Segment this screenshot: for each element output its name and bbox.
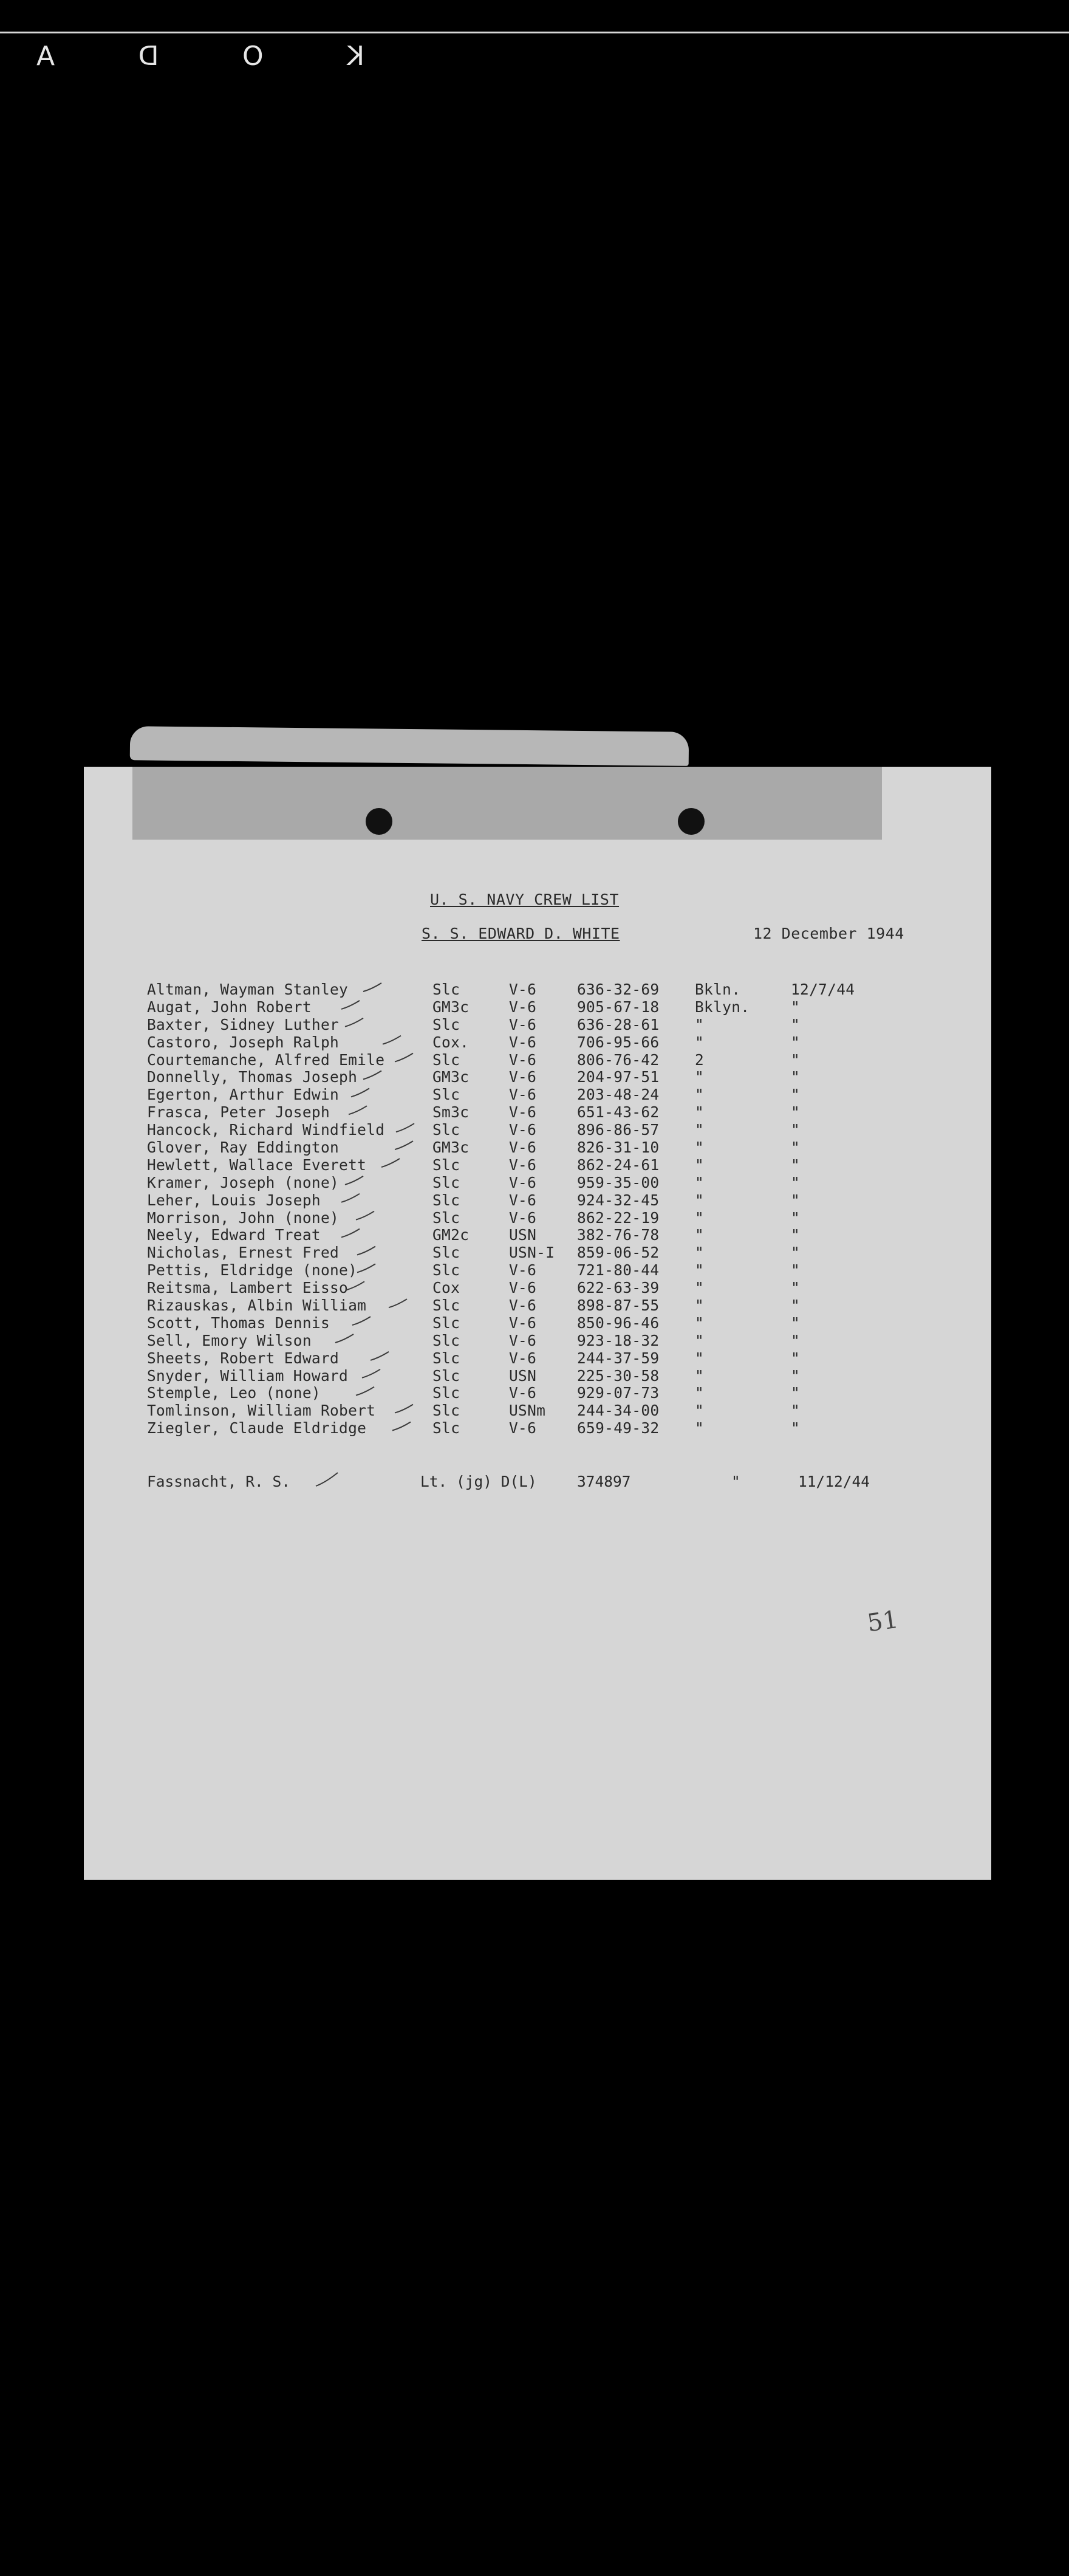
crew-rate: Slc: [432, 1050, 460, 1069]
crew-class: V-6: [509, 1103, 537, 1122]
crew-name: Reitsma, Lambert Eisso: [147, 1279, 349, 1297]
check-mark: [395, 1405, 413, 1413]
crew-date: ": [791, 1402, 801, 1420]
check-mark: [341, 1194, 360, 1202]
crew-class: V-6: [509, 1419, 537, 1437]
crew-port: ": [695, 1384, 705, 1402]
crew-name: Ziegler, Claude Eldridge: [147, 1419, 367, 1437]
crew-number: 382-76-78: [577, 1226, 660, 1244]
crew-rate: Slc: [432, 1173, 460, 1191]
crew-name: Altman, Wayman Stanley: [147, 981, 349, 998]
crew-date: ": [791, 1015, 801, 1033]
check-mark: [395, 1053, 413, 1062]
crew-rate: Slc: [432, 1156, 460, 1174]
crew-number: 924-32-45: [577, 1191, 660, 1209]
crew-port: ": [695, 1226, 705, 1244]
ship-name: S. S. EDWARD D. WHITE: [422, 925, 620, 942]
film-edge-letter: D: [138, 40, 159, 72]
crew-date: ": [791, 1314, 801, 1332]
crew-date: ": [791, 1033, 801, 1051]
check-mark: [396, 1123, 414, 1132]
crew-number: 636-28-61: [577, 1015, 660, 1033]
document-date: 12 December 1944: [753, 925, 904, 942]
crew-name: Pettis, Eldridge (none): [147, 1261, 358, 1279]
crew-number: 959-35-00: [577, 1173, 660, 1191]
crew-rate: Slc: [432, 1349, 460, 1367]
crew-port: ": [695, 1086, 705, 1104]
crew-class: USN: [509, 1226, 537, 1244]
crew-number: 622-63-39: [577, 1279, 660, 1297]
crew-name: Neely, Edward Treat: [147, 1226, 321, 1244]
crew-class: USNm: [509, 1402, 546, 1420]
crew-port: ": [695, 1331, 705, 1349]
crew-name: Nicholas, Ernest Fred: [147, 1244, 340, 1262]
officer-name: Fassnacht, R. S.: [147, 1473, 291, 1490]
crew-class: V-6: [509, 998, 537, 1016]
check-mark: [341, 1001, 360, 1009]
crew-name: Hancock, Richard Windfield: [147, 1121, 385, 1139]
document-title: U. S. NAVY CREW LIST: [430, 891, 620, 908]
crew-number: 203-48-24: [577, 1086, 660, 1104]
check-mark: [345, 1018, 363, 1027]
crew-port: ": [695, 1068, 705, 1086]
crew-number: 706-95-66: [577, 1033, 660, 1051]
crew-date: ": [791, 1086, 801, 1104]
crew-class: V-6: [509, 1121, 537, 1139]
crew-date: ": [791, 1050, 801, 1069]
crew-date: ": [791, 1349, 801, 1367]
check-mark: [357, 1264, 375, 1272]
crew-rate: GM3c: [432, 1139, 470, 1157]
crew-rate: Slc: [432, 1297, 460, 1315]
crew-number: 721-80-44: [577, 1261, 660, 1279]
officer-rank: Lt. (jg) D(L): [420, 1473, 537, 1490]
crew-rate: Cox.: [432, 1033, 470, 1051]
crew-date: ": [791, 1121, 801, 1139]
film-edge-letter: O: [242, 40, 264, 72]
crew-date: ": [791, 1279, 801, 1297]
crew-port: ": [695, 1419, 705, 1437]
crew-rate: Sm3c: [432, 1103, 470, 1122]
crew-date: ": [791, 1068, 801, 1086]
crew-number: 905-67-18: [577, 998, 660, 1016]
crew-port: ": [695, 1121, 705, 1139]
crew-name: Snyder, William Howard: [147, 1366, 349, 1385]
crew-date: ": [791, 1297, 801, 1315]
crew-class: V-6: [509, 1384, 537, 1402]
officer-number: 374897: [577, 1473, 631, 1490]
crew-number: 659-49-32: [577, 1419, 660, 1437]
crew-date: ": [791, 1244, 801, 1262]
crew-port: ": [695, 1015, 705, 1033]
crew-rate: Slc: [432, 1086, 460, 1104]
crew-name: Morrison, John (none): [147, 1208, 340, 1227]
crew-number: 898-87-55: [577, 1297, 660, 1315]
crew-port: ": [695, 1366, 705, 1385]
crew-port: ": [695, 1191, 705, 1209]
crew-date: ": [791, 1226, 801, 1244]
crew-class: V-6: [509, 1314, 537, 1332]
crew-name: Donnelly, Thomas Joseph: [147, 1068, 358, 1086]
check-mark: [395, 1141, 413, 1149]
crew-port: ": [695, 1279, 705, 1297]
crew-date: ": [791, 1191, 801, 1209]
crew-class: USN: [509, 1366, 537, 1385]
crew-port: ": [695, 1261, 705, 1279]
crew-port: ": [695, 1349, 705, 1367]
crew-port: ": [695, 1139, 705, 1157]
crew-date: ": [791, 1366, 801, 1385]
check-mark: [392, 1422, 411, 1431]
crew-number: 651-43-62: [577, 1103, 660, 1122]
crew-number: 862-24-61: [577, 1156, 660, 1174]
crew-rate: GM3c: [432, 1068, 470, 1086]
crew-date: ": [791, 1208, 801, 1227]
crew-class: V-6: [509, 1139, 537, 1157]
crew-date: ": [791, 1384, 801, 1402]
crew-name: Sell, Emory Wilson: [147, 1331, 312, 1349]
check-mark: [349, 1106, 367, 1114]
crew-number: 826-31-10: [577, 1139, 660, 1157]
film-edge-letter: K: [347, 40, 364, 72]
crew-class: V-6: [509, 1331, 537, 1349]
crew-port: ": [695, 1314, 705, 1332]
crew-port: ": [695, 1103, 705, 1122]
crew-name: Courtemanche, Alfred Emile: [147, 1050, 385, 1069]
crew-rate: Slc: [432, 1366, 460, 1385]
crew-rate: Slc: [432, 1419, 460, 1437]
crew-date: ": [791, 1419, 801, 1437]
crew-rate: Slc: [432, 981, 460, 998]
crew-rate: Slc: [432, 1331, 460, 1349]
crew-port: ": [695, 1402, 705, 1420]
crew-port: ": [695, 1244, 705, 1262]
crew-port: 2: [695, 1050, 705, 1069]
crew-number: 636-32-69: [577, 981, 660, 998]
crew-class: V-6: [509, 1279, 537, 1297]
crew-name: Hewlett, Wallace Everett: [147, 1156, 367, 1174]
crew-class: V-6: [509, 1015, 537, 1033]
crew-rate: Cox: [432, 1279, 460, 1297]
crew-name: Stemple, Leo (none): [147, 1384, 321, 1402]
crew-name: Scott, Thomas Dennis: [147, 1314, 330, 1332]
crew-class: V-6: [509, 1156, 537, 1174]
crew-class: V-6: [509, 981, 537, 998]
crew-name: Augat, John Robert: [147, 998, 312, 1016]
crew-date: ": [791, 1156, 801, 1174]
crew-class: V-6: [509, 1297, 537, 1315]
crew-number: 225-30-58: [577, 1366, 660, 1385]
check-mark: [389, 1299, 407, 1307]
crew-name: Frasca, Peter Joseph: [147, 1103, 330, 1122]
crew-class: V-6: [509, 1033, 537, 1051]
crew-number: 850-96-46: [577, 1314, 660, 1332]
crew-number: 204-97-51: [577, 1068, 660, 1086]
crew-name: Baxter, Sidney Luther: [147, 1015, 340, 1033]
crew-date: ": [791, 1103, 801, 1122]
crew-number: 929-07-73: [577, 1384, 660, 1402]
check-mark: [335, 1334, 353, 1343]
check-mark: [346, 1281, 364, 1290]
check-mark: [371, 1352, 389, 1360]
officer-port: ": [731, 1473, 740, 1490]
crew-name: Leher, Louis Joseph: [147, 1191, 321, 1209]
check-mark: [362, 1369, 380, 1378]
crew-name: Rizauskas, Albin William: [147, 1297, 367, 1315]
crew-rate: Slc: [432, 1314, 460, 1332]
crew-rate: GM2c: [432, 1226, 470, 1244]
crew-class: V-6: [509, 1191, 537, 1209]
crew-name: Egerton, Arthur Edwin: [147, 1086, 340, 1104]
officer-date: 11/12/44: [798, 1473, 870, 1490]
check-mark: [381, 1159, 400, 1167]
crew-class: V-6: [509, 1173, 537, 1191]
crew-class: V-6: [509, 1068, 537, 1086]
crew-port: ": [695, 1033, 705, 1051]
crew-name: Glover, Ray Eddington: [147, 1139, 340, 1157]
crew-rate: Slc: [432, 1261, 460, 1279]
crew-number: 244-37-59: [577, 1349, 660, 1367]
crew-rate: Slc: [432, 1384, 460, 1402]
check-mark: [356, 1387, 374, 1396]
crew-number: 862-22-19: [577, 1208, 660, 1227]
crew-port: ": [695, 1208, 705, 1227]
crew-port: Bkln.: [695, 981, 741, 998]
crew-date: ": [791, 1331, 801, 1349]
crew-name: Sheets, Robert Edward: [147, 1349, 340, 1367]
crew-number: 923-18-32: [577, 1331, 660, 1349]
crew-date: 12/7/44: [791, 981, 855, 998]
crew-number: 244-34-00: [577, 1402, 660, 1420]
crew-port: ": [695, 1173, 705, 1191]
check-mark: [341, 1229, 360, 1238]
crew-name: Castoro, Joseph Ralph: [147, 1033, 340, 1051]
film-edge-letter: A: [36, 40, 55, 72]
crew-rate: GM3c: [432, 998, 470, 1016]
crew-name: Kramer, Joseph (none): [147, 1173, 340, 1191]
crew-date: ": [791, 998, 801, 1016]
crew-number: 896-86-57: [577, 1121, 660, 1139]
crew-name: Tomlinson, William Robert: [147, 1402, 376, 1420]
check-mark: [356, 1211, 374, 1220]
crew-rate: Slc: [432, 1208, 460, 1227]
check-mark: [357, 1247, 375, 1255]
crew-number: 859-06-52: [577, 1244, 660, 1262]
crew-class: V-6: [509, 1349, 537, 1367]
crew-class: V-6: [509, 1208, 537, 1227]
crew-date: ": [791, 1139, 801, 1157]
crew-rate: Slc: [432, 1121, 460, 1139]
check-mark: [352, 1317, 371, 1325]
crew-rate: Slc: [432, 1191, 460, 1209]
crew-port: Bklyn.: [695, 998, 750, 1016]
check-mark: [363, 983, 381, 992]
check-mark: [351, 1088, 369, 1097]
crew-rate: Slc: [432, 1015, 460, 1033]
crew-class: V-6: [509, 1086, 537, 1104]
crew-class: USN-I: [509, 1244, 555, 1262]
crew-date: ": [791, 1261, 801, 1279]
crew-class: V-6: [509, 1050, 537, 1069]
check-mark: [345, 1176, 363, 1185]
crew-date: ": [791, 1173, 801, 1191]
check-mark: [363, 1071, 381, 1080]
crew-number: 806-76-42: [577, 1050, 660, 1069]
crew-rate: Slc: [432, 1244, 460, 1262]
crew-port: ": [695, 1297, 705, 1315]
check-mark: [383, 1036, 401, 1044]
page-number: 51: [866, 1605, 900, 1638]
crew-class: V-6: [509, 1261, 537, 1279]
check-mark: [316, 1473, 338, 1486]
crew-port: ": [695, 1156, 705, 1174]
crew-rate: Slc: [432, 1402, 460, 1420]
